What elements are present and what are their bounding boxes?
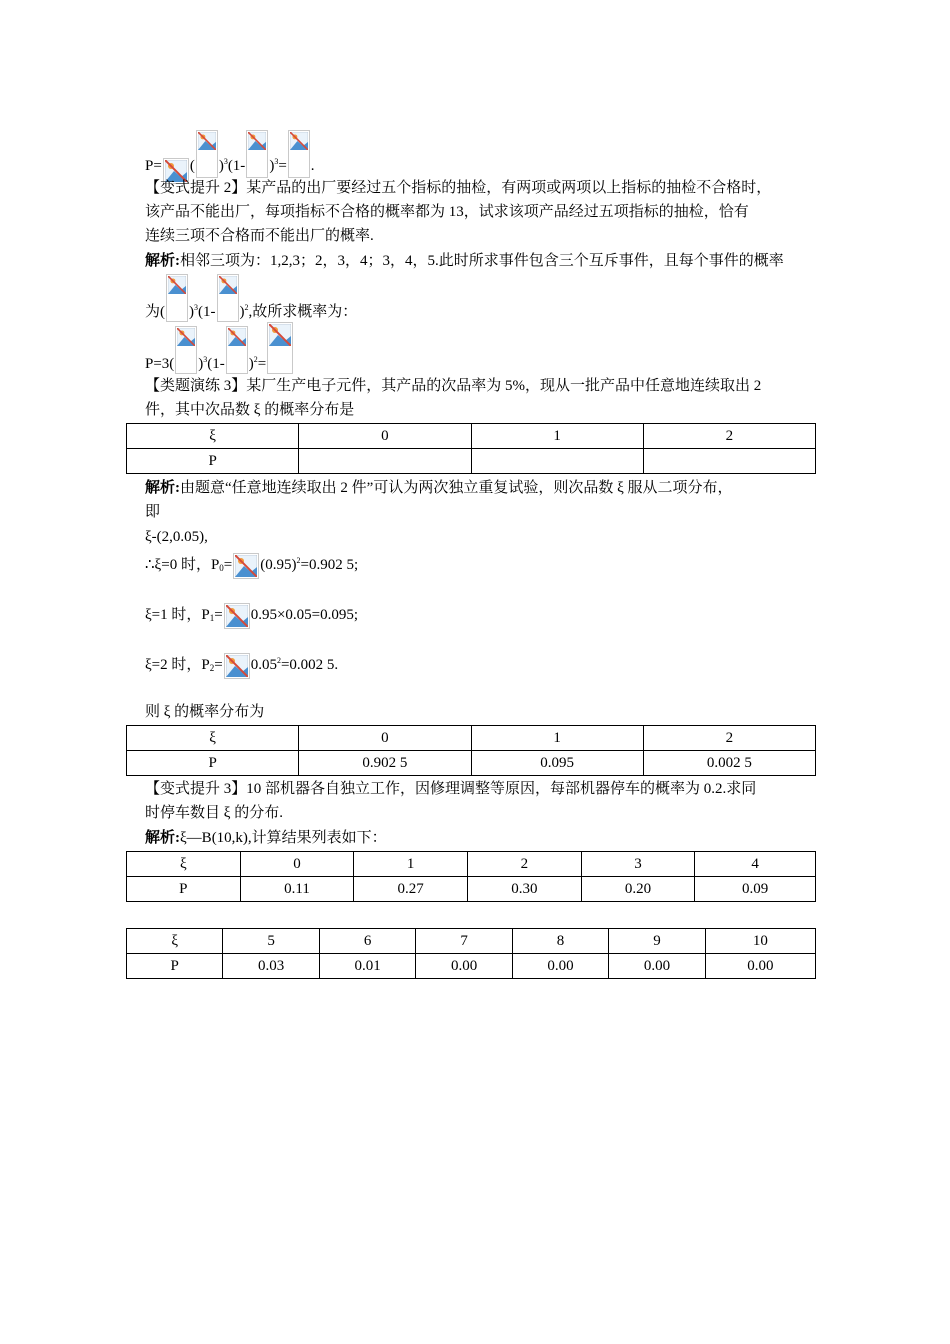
table-row	[127, 726, 816, 751]
table-cell: 2	[468, 852, 582, 877]
table-cell	[299, 449, 471, 474]
solution3-p2: ξ=2 时，$P_2=$ $0.05^2=0.002$ 5.	[145, 652, 815, 688]
table-cell: 7	[416, 929, 512, 954]
table-cell: 0.095	[471, 751, 643, 776]
table-cell: 0.09	[695, 877, 816, 902]
solution4-table1	[126, 851, 816, 902]
table-cell: 2	[643, 726, 815, 751]
table-row	[127, 877, 816, 902]
table-cell: 4	[695, 852, 816, 877]
table-cell: 0.20	[581, 877, 695, 902]
table-cell: P	[127, 751, 299, 776]
fraction-image-icon	[175, 326, 197, 374]
solution3-line3: ξ-(2,0.05),	[145, 529, 208, 545]
table-cell: 0.00	[705, 954, 815, 979]
table-cell: 10	[705, 929, 815, 954]
table-cell: 8	[512, 929, 608, 954]
table-cell: ξ	[127, 726, 299, 751]
table-row	[127, 449, 816, 474]
table-cell: 0.30	[468, 877, 582, 902]
table-row	[127, 424, 816, 449]
fraction-image-icon	[166, 274, 188, 322]
variant3-line1: 【变式提升 3】10 部机器各自独立工作，因修理调整等原因，每部机器停车的概率为 0.2.求同	[145, 781, 757, 797]
table-cell: 0.01	[319, 954, 415, 979]
table-cell: 0	[240, 852, 354, 877]
solution3-table	[126, 725, 816, 776]
table-cell: 0.002 5	[643, 751, 815, 776]
practice3-line1: 【类题演练 3】某厂生产电子元件，其产品的次品率为 5%，现从一批产品中任意地连续取出 2	[145, 378, 762, 394]
solution3-p0: ∴ξ=0 时，$P_0=$ $(0.95)^2=0.902$ 5;	[145, 552, 815, 588]
solution3-dist-line: 则 ξ 的概率分布为	[145, 704, 265, 720]
solution2-line1: 解析:相邻三项为：1,2,3；2，3，4；3，4，5.此时所求事件包含三个互斥事件，且每个事件的概率	[145, 253, 784, 269]
table-cell	[471, 449, 643, 474]
solution4-table2	[126, 928, 816, 979]
fraction-image-icon	[246, 130, 268, 178]
table-cell: P	[127, 449, 299, 474]
table-cell: 0.27	[354, 877, 468, 902]
solution3-line2: 即	[145, 504, 161, 520]
practice3-table	[126, 423, 816, 474]
table-row	[127, 852, 816, 877]
combination-image-icon	[233, 553, 259, 579]
combination-image-icon	[224, 603, 250, 629]
variant2-line3: 连续三项不合格而不能出厂的概率.	[145, 228, 374, 244]
table-cell: ξ	[127, 424, 299, 449]
combination-image-icon	[224, 653, 250, 679]
solution3-p1: ξ=1 时，$P_1=$ 0.95×0.05=0.095;	[145, 602, 815, 638]
table-cell: 0.902 5	[299, 751, 471, 776]
variant2-line2: 该产品不能出厂，每项指标不合格的概率都为 13，试求该项产品经过五项指标的抽检，恰有	[145, 204, 749, 220]
table-cell: 0.11	[240, 877, 354, 902]
table-cell: 1	[354, 852, 468, 877]
variant3-line2: 时停车数目 ξ 的分布.	[145, 805, 283, 821]
table-cell: P	[127, 954, 223, 979]
table-cell: ξ	[127, 929, 223, 954]
fraction-image-icon	[196, 130, 218, 178]
table-cell: 0.03	[223, 954, 319, 979]
table-cell	[643, 449, 815, 474]
variant2-line1: 【变式提升 2】某产品的出厂要经过五个指标的抽检，有两项或两项以上指标的抽检不合格时，	[145, 180, 772, 196]
table-cell: P	[127, 877, 241, 902]
table-cell: 1	[471, 424, 643, 449]
top-formula: P= ( )$^3$(1- )$^3$= .	[145, 130, 815, 174]
table-cell: 0	[299, 726, 471, 751]
fraction-image-icon	[226, 326, 248, 374]
fraction-image-icon	[267, 322, 293, 374]
solution2-line3: P=3( )$^3$(1- )$^2$=	[145, 322, 815, 372]
table-cell: 0	[299, 424, 471, 449]
table-row	[127, 751, 816, 776]
table-cell: 0.00	[416, 954, 512, 979]
table-cell: 0.00	[609, 954, 705, 979]
table-row	[127, 929, 816, 954]
solution3-line1: 解析:由题意“任意地连续取出 2 件”可认为两次独立重复试验，则次品数 ξ 服从二项分布，	[145, 480, 733, 496]
table-cell: 3	[581, 852, 695, 877]
fraction-image-icon	[288, 130, 310, 178]
table-cell: 5	[223, 929, 319, 954]
fraction-image-icon	[217, 274, 239, 322]
solution2-line2: 为( )$^3$(1- )$^2$,故所求概率为：	[145, 274, 815, 320]
table-cell: ξ	[127, 852, 241, 877]
table-cell: 9	[609, 929, 705, 954]
solution4-line1: 解析:ξ—B(10,k),计算结果列表如下：	[145, 830, 387, 846]
table-cell: 2	[643, 424, 815, 449]
table-cell: 6	[319, 929, 415, 954]
practice3-line2: 件，其中次品数 ξ 的概率分布是	[145, 402, 355, 418]
table-row	[127, 954, 816, 979]
table-cell: 1	[471, 726, 643, 751]
table-cell: 0.00	[512, 954, 608, 979]
